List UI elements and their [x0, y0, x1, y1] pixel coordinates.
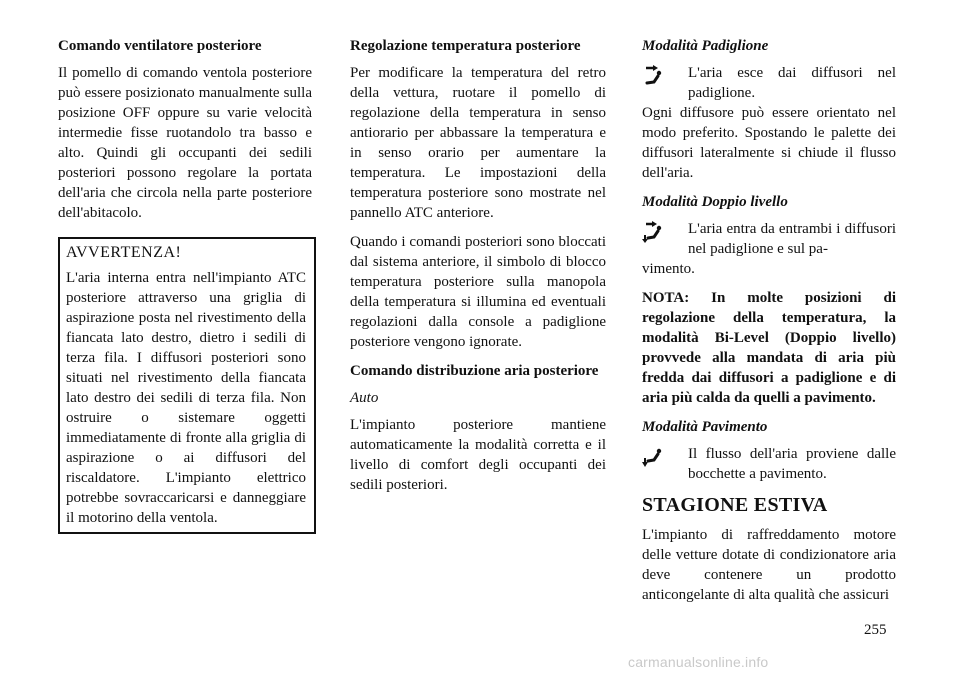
rear-temperature-heading: Regolazione temperatura posteriore	[350, 38, 581, 54]
rear-fan-heading: Comando ventilatore posteriore	[58, 38, 262, 54]
auto-paragraph: L'impianto posteriore mantiene automaticamente la modalità corretta e il livello di comfort degli occupanti dei sedili posteriori.	[350, 417, 606, 493]
mode-bilevel-rest: vimento.	[642, 261, 695, 277]
middle-column	[350, 36, 606, 504]
summer-season-title: STAGIONE ESTIVA	[642, 494, 828, 516]
rear-fan-paragraph: Il pomello di comando ventola posteriore può essere posizionato manualmente sulla posizione OFF oppure su varie velocità intermedie fisse ruotandolo tra basso e alto. Quindi gli occupanti dei sedili posteriori possono regolare la portata dell'aria che circola nella parte posteriore dell'abitacolo.	[58, 65, 312, 221]
floor-mode-icon	[642, 446, 666, 468]
watermark: carmanualsonline.info	[628, 654, 769, 670]
warning-box	[58, 237, 316, 534]
mode-bilevel-title: Modalità Doppio livello	[642, 194, 788, 210]
mode-bilevel	[642, 219, 896, 279]
panel-mode-icon	[642, 65, 666, 87]
mode-pavimento	[642, 444, 896, 484]
mode-pavimento-text: Il flusso dell'aria proviene dalle bocchette a pavimento.	[688, 446, 896, 482]
mode-pavimento-title: Modalità Pavimento	[642, 419, 768, 435]
left-column	[58, 36, 312, 534]
mode-bilevel-first: L'aria entra da entrambi i diffusori nel padiglione e sul pa-	[688, 221, 896, 257]
mode-padiglione-rest: Ogni diffusore può essere orientato nel modo preferito. Spostando le palette dei diffusori lateralmente si chiude il flusso dell'aria.	[642, 105, 896, 181]
mode-padiglione-title: Modalità Padiglione	[642, 38, 769, 54]
mode-padiglione	[642, 63, 896, 183]
bilevel-mode-icon	[642, 221, 666, 243]
summer-season-text: L'impianto di raffreddamento motore delle vetture dotate di condizionatore aria deve contenere un prodotto anticongelante di alta qualità che assicuri	[642, 527, 896, 603]
rear-lock-paragraph: Quando i comandi posteriori sono bloccati dal sistema anteriore, il simbolo di blocco temperatura posteriore sulla manopola della temperatura si illumina ed eventuali regolazioni dalla console a padiglione posteriore vengono ignorate.	[350, 234, 606, 350]
right-column	[642, 36, 896, 614]
warning-text: L'aria interna entra nell'impianto ATC posteriore attraverso una griglia di aspirazione posta nel rivestimento della fiancata lato destro, dietro i sedili di terza fila. I diffusori posteriori sono situati nel rivestimento della fiancata lato destro dei sedili di terza fila. Non ostruire o sistemare oggetti immediatamente di fronte alla griglia di aspirazione o ai diffusori del riscaldatore. L'impianto elettrico potrebbe sovraccaricarsi e danneggiare il motorino della ventola.	[66, 270, 306, 526]
rear-temperature-paragraph: Per modificare la temperatura del retro della vettura, ruotare il pomello di regolazione della temperatura in senso antiorario per abbassare la temperatura e in senso orario per aumentare la temperatura. Le impostazioni della temperatura posteriore sono mostrate nel pannello ATC anteriore.	[350, 65, 606, 221]
warning-title: AVVERTENZA!	[66, 244, 182, 261]
auto-label: Auto	[350, 390, 379, 406]
page-number: 255	[864, 622, 887, 638]
rear-air-distribution-heading: Comando distribuzione aria posteriore	[350, 363, 599, 379]
nota-paragraph: NOTA: In molte posizioni di regolazione della temperatura, la modalità Bi-Level (Doppio livello) provvede alla mandata di aria più fredda dai diffusori a padiglione e di aria più calda da quelli a pavimento.	[642, 290, 896, 406]
mode-padiglione-first: L'aria esce dai diffusori nel padiglione.	[688, 65, 896, 101]
